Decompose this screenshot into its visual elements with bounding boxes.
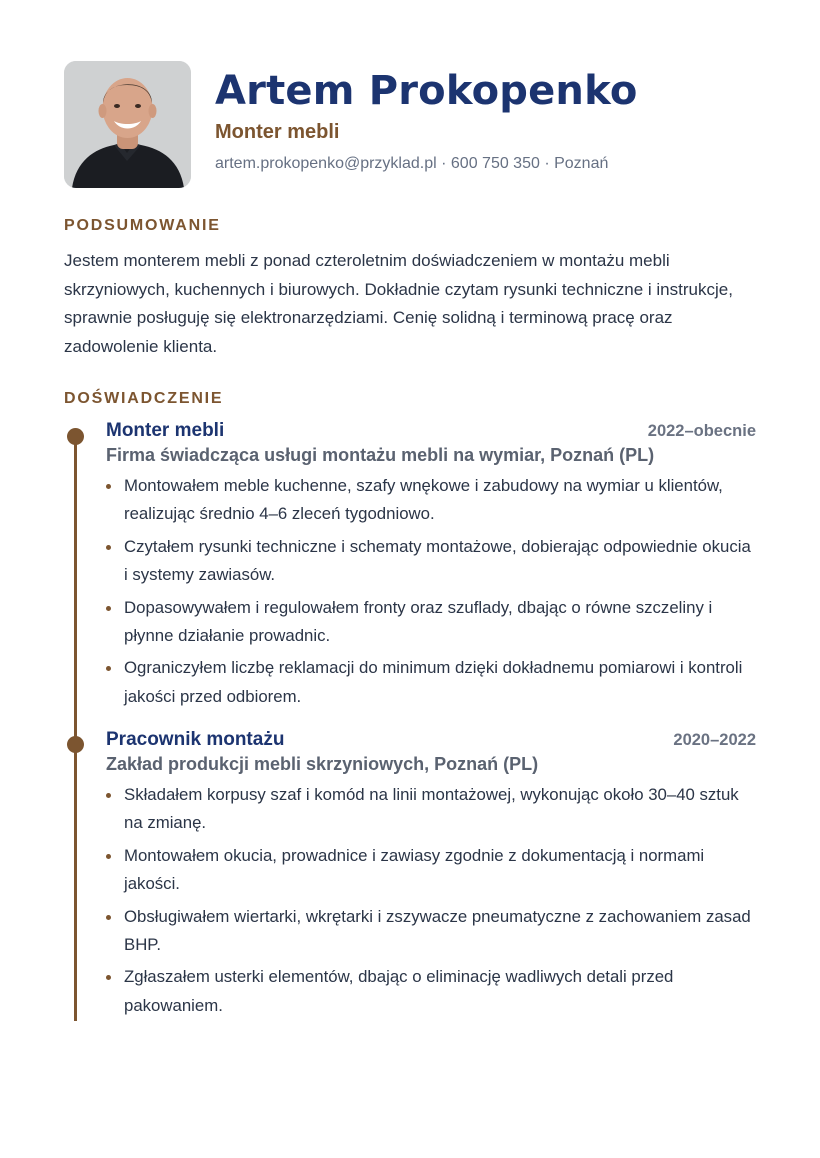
summary-heading: PODSUMOWANIE	[64, 217, 221, 234]
candidate-name: Artem Prokopenko	[215, 68, 638, 114]
bullet-dot-icon	[106, 606, 111, 611]
contact-line: artem.prokopenko@przyklad.pl · 600 750 350 · Poznań	[215, 155, 609, 172]
bullet-item	[106, 903, 756, 960]
entry-bullets	[106, 472, 756, 711]
entry-title: Pracownik montażu	[106, 729, 285, 750]
bullet-text: Dopasowywałem i regulowałem fronty oraz szuflady, dbając o równe szczeliny i płynne działanie prowadnic.	[124, 597, 713, 646]
summary-text: Jestem monterem mebli z ponad czteroletnim doświadczeniem w montażu mebli skrzyniowych, kuchennych i biurowych. Dokładnie czytam rysunki techniczne i instrukcje, sprawnie posługuję się elektronarzędziami. Cenię solidną i terminową pracę oraz zadowolenie klienta.	[64, 251, 733, 357]
bullet-item	[106, 472, 756, 529]
timeline-dot	[67, 736, 84, 753]
bullet-item	[106, 654, 756, 711]
bullet-text: Składałem korpusy szaf i komód na linii montażowej, wykonując około 30–40 sztuk na zmianę.	[124, 785, 739, 833]
experience-entry	[106, 729, 756, 1024]
bullet-text: Montowałem okucia, prowadnice i zawiasy zgodnie z dokumentacją i normami jakości.	[124, 845, 705, 894]
experience-heading: DOŚWIADCZENIE	[64, 390, 224, 407]
timeline-line	[74, 434, 77, 1021]
entry-company: Zakład produkcji mebli skrzyniowych, Poznań (PL)	[106, 754, 539, 774]
job-role: Monter mebli	[215, 121, 340, 143]
bullet-dot-icon	[106, 484, 111, 489]
bullet-text: Obsługiwałem wiertarki, wkrętarki i zszywacze pneumatyczne z zachowaniem zasad BHP.	[124, 906, 751, 955]
bullet-dot-icon	[106, 545, 111, 550]
bullet-text: Montowałem meble kuchenne, szafy wnękowe i zabudowy na wymiar u klientów, realizując średnio 4–6 zleceń tygodniowo.	[124, 476, 723, 524]
experience-entry	[106, 420, 756, 715]
bullet-dot-icon	[106, 666, 111, 671]
bullet-dot-icon	[106, 915, 111, 920]
bullet-dot-icon	[106, 854, 111, 859]
bullet-item	[106, 594, 756, 651]
bullet-text: Czytałem rysunki techniczne i schematy montażowe, dobierając odpowiednie okucia i systemy zawiasów.	[124, 536, 751, 585]
entry-title: Monter mebli	[106, 420, 225, 441]
bullet-text: Zgłaszałem usterki elementów, dbając o eliminację wadliwych detali przed pakowaniem.	[124, 967, 674, 1015]
entry-header	[106, 729, 756, 751]
bullet-item	[106, 533, 756, 590]
bullet-item	[106, 963, 756, 1020]
entry-bullets	[106, 781, 756, 1020]
bullet-dot-icon	[106, 975, 111, 980]
entry-company: Firma świadcząca usługi montażu mebli na wymiar, Poznań (PL)	[106, 445, 655, 465]
bullet-dot-icon	[106, 793, 111, 798]
entry-dates: 2022–obecnie	[647, 422, 756, 440]
entry-dates: 2020–2022	[673, 731, 756, 749]
entry-header	[106, 420, 756, 442]
bullet-item	[106, 781, 756, 838]
bullet-item	[106, 842, 756, 899]
bullet-text: Ograniczyłem liczbę reklamacji do minimum dzięki dokładnemu pomiarowi i kontroli jakości przed odbiorem.	[124, 658, 743, 706]
timeline-dot	[67, 428, 84, 445]
profile-photo	[64, 61, 191, 188]
person-photo-icon	[64, 61, 191, 188]
